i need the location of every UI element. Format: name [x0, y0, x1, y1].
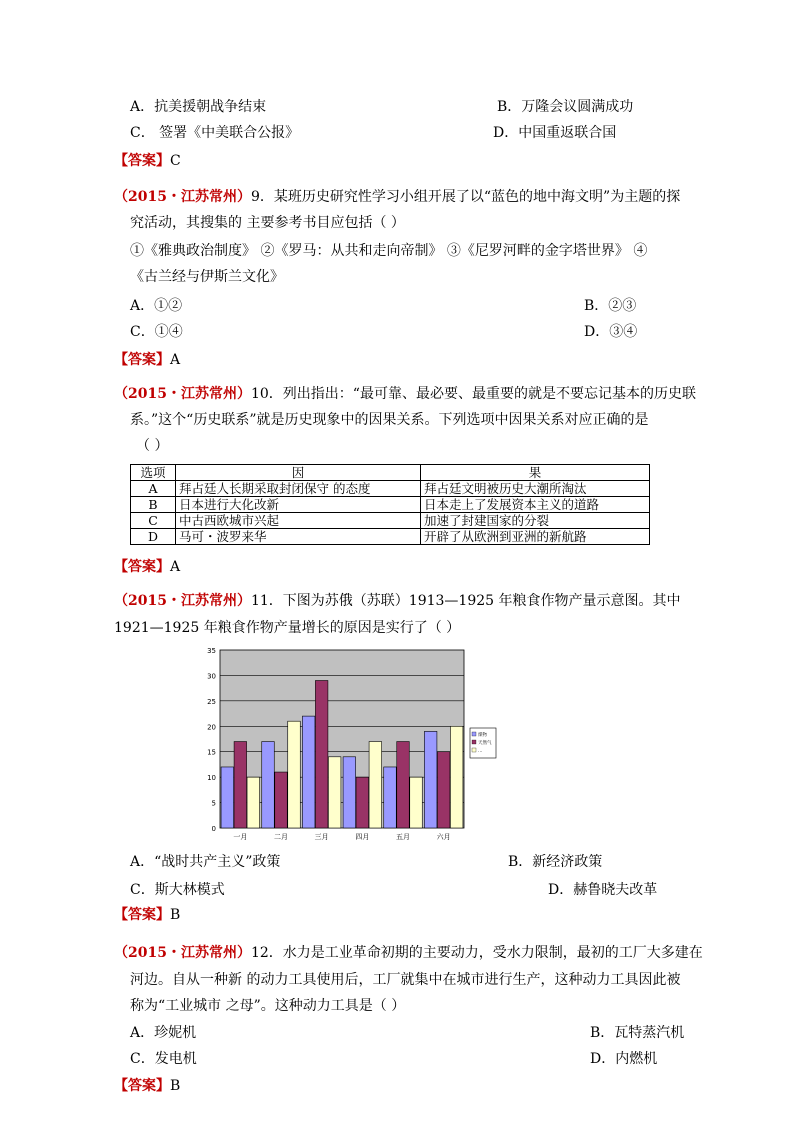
table-header-row: [131, 465, 650, 481]
bar: [450, 726, 463, 828]
y-tick-label: 30: [207, 672, 216, 681]
q11-option-c: C．斯大林模式: [130, 882, 225, 898]
table-cell: 日本进行大化改新: [176, 497, 421, 513]
bar: [343, 757, 356, 828]
legend-label: …: [478, 749, 483, 754]
q12-option-a: A．珍妮机: [130, 1025, 197, 1041]
question-source: （2015・江苏常州）: [114, 593, 251, 609]
legend-label: 天然气: [478, 741, 492, 746]
bar: [302, 716, 315, 828]
q10-stem-line2: 系。”这个“历史联系”就是历史现象中的因果关系。下列选项中因果关系对应正确的是: [130, 412, 649, 428]
question-text: 9．某班历史研究性学习小组开展了以“蓝色的地中海文明”为主题的探: [250, 189, 681, 205]
table-cell: 马可・波罗来华: [176, 529, 421, 545]
q9-books-line2: 《古兰经与伊斯兰文化》: [130, 269, 284, 285]
bar: [288, 721, 301, 828]
answer-label: 【答案】: [114, 352, 170, 368]
q9-option-b: B．②③: [584, 298, 637, 314]
q11-stem-line1: [114, 591, 681, 611]
bar: [234, 742, 247, 828]
table-header-cell: 选项: [131, 465, 176, 481]
q9-stem-line1: [114, 187, 680, 207]
x-tick-label: 二月: [274, 833, 288, 841]
bar: [437, 752, 450, 828]
q12-answer: [114, 1076, 180, 1096]
question-text: 10．列出指出：“最可靠、最必要、最重要的就是不要忘记基本的历史联: [250, 386, 696, 402]
cause-effect-table: [130, 464, 650, 545]
answer-label: 【答案】: [114, 559, 170, 575]
answer-value: A: [170, 559, 181, 575]
q9-option-c: C．①④: [130, 324, 183, 340]
table-header-cell: 因: [176, 465, 421, 481]
bar: [247, 777, 260, 828]
q12-option-d: D．内燃机: [590, 1051, 658, 1067]
bar: [384, 767, 397, 828]
q12-stem-line2: 河边。自从一种新 的动力工具使用后，工厂就集中在城市进行生产，这种动力工具因此被: [130, 972, 681, 988]
table-cell: 日本走上了发展资本主义的道路: [421, 497, 650, 513]
x-tick-label: 六月: [436, 833, 451, 841]
q12-option-b: B．瓦特蒸汽机: [590, 1025, 685, 1041]
bar: [397, 742, 410, 828]
answer-value: B: [170, 1078, 181, 1094]
table-cell: B: [131, 497, 176, 513]
q9-option-a: A．①②: [130, 298, 183, 314]
q10-stem-line1: [114, 384, 696, 404]
answer-label: 【答案】: [114, 1078, 170, 1094]
y-tick-label: 35: [207, 647, 216, 655]
table-row: [131, 529, 650, 545]
q9-books-line1: ①《雅典政治制度》 ②《罗马：从共和走向帝制》 ③《尼罗河畔的金字塔世界》 ④: [130, 243, 648, 259]
question-source: （2015・江苏常州）: [114, 945, 251, 961]
y-tick-label: 15: [207, 748, 216, 757]
q9-stem-line2: 究活动，其搜集的 主要参考书目应包括（ ）: [130, 215, 405, 231]
q11-option-d: D．赫鲁晓夫改革: [548, 882, 658, 898]
bar: [315, 681, 328, 828]
q8-option-a: A．抗美援朝战争结束: [130, 99, 267, 115]
question-source: （2015・江苏常州）: [114, 386, 251, 402]
q11-stem-line2: 1921—1925 年粮食作物产量增长的原因是实行了（ ）: [114, 620, 461, 636]
x-tick-label: 五月: [396, 833, 410, 841]
q9-answer: [114, 350, 180, 370]
y-tick-label: 0: [211, 825, 216, 833]
q10-stem-line3: （ ）: [136, 438, 169, 454]
question-text: 11．下图为苏俄（苏联）1913—1925 年粮食作物产量示意图。其中: [250, 593, 681, 609]
q12-stem-line3: 称为“工业城市 之母”。这种动力工具是（ ）: [130, 998, 406, 1014]
x-tick-label: 三月: [314, 833, 329, 841]
legend-swatch: [472, 740, 476, 744]
x-tick-label: 四月: [355, 833, 370, 841]
answer-value: A: [170, 352, 181, 368]
table-header-cell: 果: [421, 465, 650, 481]
x-tick-label: 一月: [233, 833, 248, 841]
q11-option-a: A．“战时共产主义”政策: [130, 854, 281, 870]
q8-option-c: C． 签署《中美联合公报》: [130, 125, 300, 141]
table-row: [131, 513, 650, 529]
y-tick-label: 5: [211, 799, 216, 808]
table-cell: C: [131, 513, 176, 529]
q11-answer: [114, 905, 180, 925]
q12-stem-line1: [114, 943, 703, 963]
legend-swatch: [472, 732, 476, 736]
bar: [328, 757, 341, 828]
q11-option-b: B．新经济政策: [508, 854, 603, 870]
answer-value: C: [170, 153, 181, 169]
table-cell: D: [131, 529, 176, 545]
answer-label: 【答案】: [114, 153, 170, 169]
table-cell: A: [131, 481, 176, 497]
y-tick-label: 10: [207, 774, 216, 783]
answer-value: B: [170, 907, 181, 923]
bar: [410, 777, 423, 828]
table-cell: 加速了封建国家的分裂: [421, 513, 650, 529]
y-tick-label: 20: [207, 723, 216, 732]
table-cell: 拜占廷文明被历史大潮所淘汰: [421, 481, 650, 497]
y-tick-label: 25: [207, 697, 216, 706]
grain-output-bar-chart: [200, 642, 612, 848]
q9-option-d: D．③④: [584, 324, 638, 340]
table-cell: 开辟了从欧洲到亚洲的新航路: [421, 529, 650, 545]
table-row: [131, 481, 650, 497]
bar: [369, 742, 382, 828]
bar: [424, 731, 437, 828]
table-cell: 拜占廷人长期采取封闭保守 的态度: [176, 481, 421, 497]
q8-answer: [114, 151, 181, 171]
table-row: [131, 497, 650, 513]
bar: [221, 767, 234, 828]
q8-option-b: B．万隆会议圆满成功: [497, 99, 634, 115]
legend-label: 煤物: [478, 733, 487, 738]
question-text: 12．水力是工业革命初期的主要动力，受水力限制，最初的工厂大多建在: [250, 945, 703, 961]
bar: [262, 742, 275, 828]
q10-answer: [114, 557, 180, 577]
table-cell: 中古西欧城市兴起: [176, 513, 421, 529]
q8-option-d: D．中国重返联合国: [493, 125, 617, 141]
q12-option-c: C．发电机: [130, 1051, 197, 1067]
bar: [275, 772, 288, 828]
legend-swatch: [472, 748, 476, 752]
question-source: （2015・江苏常州）: [114, 189, 251, 205]
bar: [356, 777, 369, 828]
answer-label: 【答案】: [114, 907, 170, 923]
